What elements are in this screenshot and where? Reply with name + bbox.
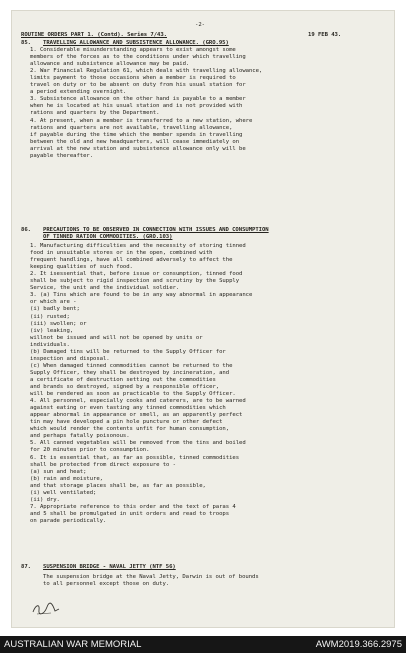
body-line: when he is located at his usual station and is not provided with xyxy=(30,103,243,110)
body-line: (a) sun and heat; xyxy=(30,468,87,475)
order-header-date: 19 FEB 43. xyxy=(308,32,342,38)
body-line: payable thereafter. xyxy=(30,152,94,159)
body-line: shall be subject to rigid inspection and scrutiny by the Supply xyxy=(30,278,240,285)
body-line: arrival at the new station and subsistence allowance only will be xyxy=(30,145,246,152)
body-line: rations and quarters by the Department. xyxy=(30,110,160,117)
body-line: The suspension bridge at the Naval Jetty, Darwin is out of bounds xyxy=(43,574,259,580)
body-line: (b) Damaged tins will be returned to the Supply Officer for xyxy=(30,348,226,355)
body-line: (c) When damaged tinned commodities cannot be returned to the xyxy=(30,362,233,369)
body-line: for 20 minutes prior to consumption. xyxy=(30,447,150,454)
body-line: a period extending overnight. xyxy=(30,89,127,96)
body-line: a certificate of destruction setting out the commodities xyxy=(30,376,216,383)
body-line: 4. All personnel, especially cooks and caterers, are to be warned xyxy=(30,398,246,405)
section-heading-continued: OF TINNED RATION COMMODITIES. (GRO.103) xyxy=(43,234,173,240)
body-line: 2. War Financial Regulation 61, which deals with travelling allowance, xyxy=(30,68,263,75)
body-line: tin may have developed a pin hole puncture or other defect xyxy=(30,419,223,426)
body-line: 3. Subsistence allowance on the other hand is payable to a member xyxy=(30,96,246,103)
section-number: 85. xyxy=(21,40,31,46)
body-line: and that storage places shall be, as far as possible, xyxy=(30,482,206,489)
archive-reference: AWM2019.366.2975 xyxy=(315,639,402,650)
document-page xyxy=(11,10,395,628)
body-line: to all personnel except those on duty. xyxy=(43,581,170,588)
body-line: 3. (a) Tins which are found to be in any way abnormal in appearance xyxy=(30,292,253,299)
body-line: and 5 shall be promulgated in unit orders and read to troops xyxy=(30,510,230,517)
page-number: -2- xyxy=(195,22,205,28)
body-line: food in unsuitable stores or in the open, combined with xyxy=(30,250,213,257)
archive-footer xyxy=(0,636,406,653)
body-line: (i) badly bent; xyxy=(30,306,80,313)
body-line: against eating or even tasting any tinned commodities which xyxy=(30,405,226,412)
body-line: on parade periodically. xyxy=(30,517,107,524)
section-number: 86. xyxy=(21,227,31,233)
body-line: rations and quarters are not available, travelling allowance, xyxy=(30,124,233,131)
body-line: 4. At present, when a member is transferred to a new station, where xyxy=(30,117,253,124)
order-header-left: ROUTINE ORDERS PART 1. (Contd). Series 7/43. xyxy=(21,32,167,38)
body-line: Service, the unit and the individual soldier. xyxy=(30,285,180,292)
body-line: which would render the contents unfit for human consumption, xyxy=(30,426,230,433)
section-number: 87. xyxy=(21,564,31,570)
body-line: inspection and disposal. xyxy=(30,355,110,362)
section-heading: TRAVELLING ALLOWANCE AND SUBSISTENCE ALLOWANCE. (GRO.95) xyxy=(43,40,229,46)
body-line: members of the forces as to the conditions under which travelling xyxy=(30,54,246,61)
body-line: limits payment to those occasions when a member is required to xyxy=(30,75,236,82)
body-line: (b) rain and moisture, xyxy=(30,475,103,482)
body-line: Supply Officer, they shall be destroyed by incineration, and xyxy=(30,369,230,376)
section-heading: SUSPENSION BRIDGE - NAVAL JETTY (NTF 56) xyxy=(43,564,176,570)
archive-name: AUSTRALIAN WAR MEMORIAL xyxy=(4,639,142,650)
body-line: 2. It isessential that, before issue or consumption, tinned food xyxy=(30,271,243,278)
body-line: 1. Considerable misunderstanding appears to exist amongst some xyxy=(30,47,236,53)
body-line: willnot be issued and will not be opened by units or xyxy=(30,334,203,341)
handwritten-initials xyxy=(31,601,61,617)
body-line: between the old and new headquarters, will cease immediately on xyxy=(30,138,240,145)
body-line: appear abnormal in appearance or smell, as an apparently perfect xyxy=(30,412,243,419)
body-line: and brands so destroyed, signed by a responsible officer, xyxy=(30,384,220,390)
body-line: (ii) dry. xyxy=(30,496,60,503)
body-line: travel on duty or to be absent on duty from his usual station for xyxy=(30,82,246,89)
body-line: (iv) leaking, xyxy=(30,327,74,334)
body-line: 6. It is essential that, as far as possible, tinned commodities xyxy=(30,454,240,461)
body-line: will be rendered as soon as practicable to the Supply Officer. xyxy=(30,391,236,398)
body-line: (ii) rusted; xyxy=(30,313,70,320)
body-line: 5. All canned vegetables will be removed from the tins and boiled xyxy=(30,440,246,447)
body-line: 1. Manufacturing difficulties and the necessity of storing tinned xyxy=(30,243,246,249)
section-heading: PRECAUTIONS TO BE OBSERVED IN CONNECTION WITH ISSUES AND CONSUMPTION xyxy=(43,227,269,233)
body-line: 7. Appropriate reference to this order and the text of paras 4 xyxy=(30,503,236,510)
body-line: shall be protected from direct exposure to - xyxy=(30,461,176,468)
body-line: (i) well ventilated; xyxy=(30,489,97,496)
body-line: keeping qualities of such food. xyxy=(30,264,133,271)
body-line: allowance and subsistence allowance may be paid. xyxy=(30,61,190,68)
body-line: and perhaps fatally poisonous. xyxy=(30,433,130,440)
body-line: or which are - xyxy=(30,299,77,306)
body-line: if payable during the time which the member spends in travelling xyxy=(30,131,243,138)
body-line: frequent handlings, have all combined adversely to affect the xyxy=(30,257,233,264)
body-line: individuals. xyxy=(30,341,70,348)
body-line: (iii) swollen; or xyxy=(30,320,87,327)
